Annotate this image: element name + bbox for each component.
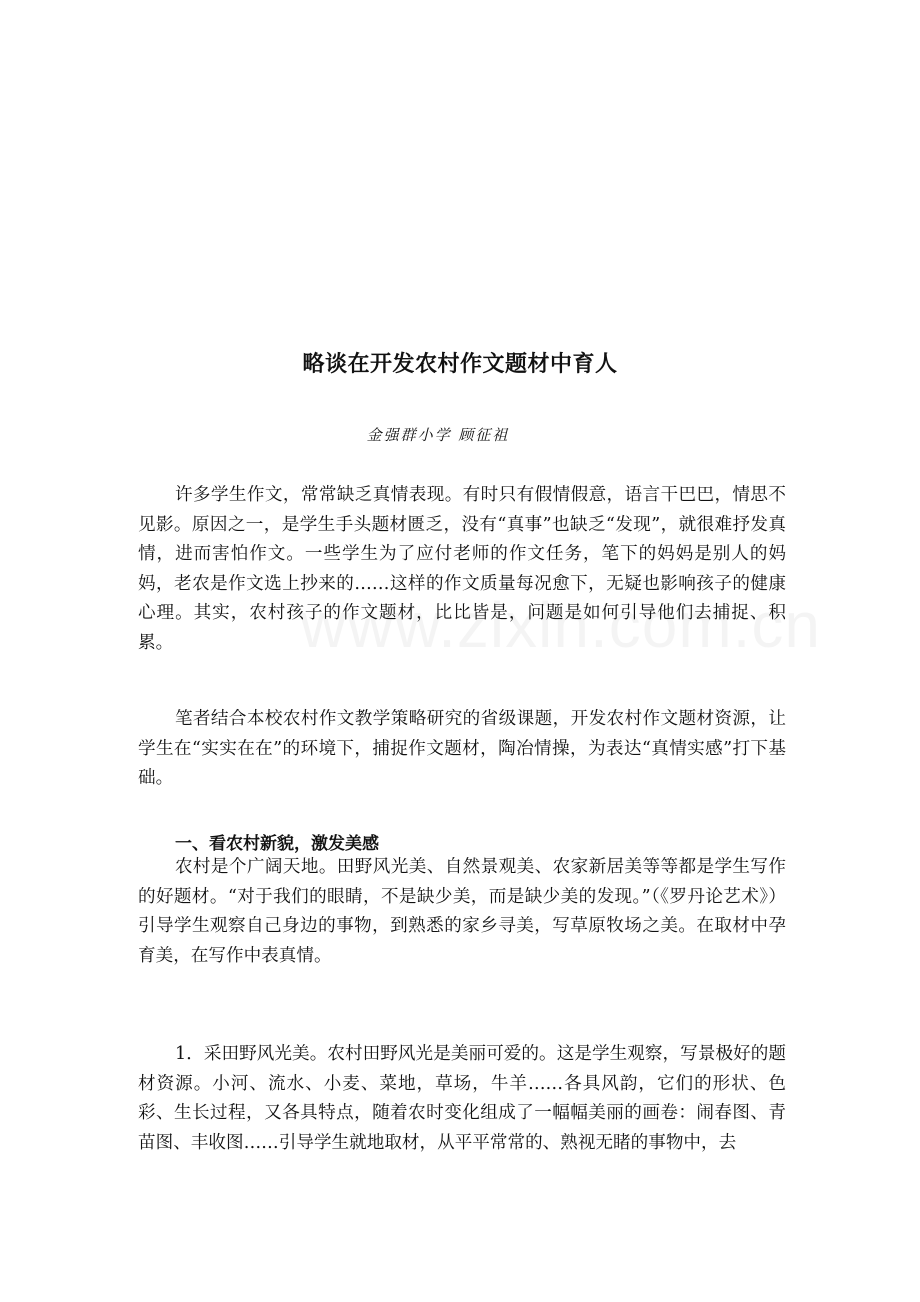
author-line: 金强群小学 顾征祖 [366,426,510,444]
section-1-paragraph-2: 1．采田野风光美。农村田野风光是美丽可爱的。这是学生观察，写景极好的题材资源。小河、流水、小麦、菜地，草场，牛羊……各具风韵，它们的形状、色彩、生长过程，又各具特点，随着农时变化组成了一幅幅美丽的画卷：闹春图、青苗图、丰收图……引导学生就地取材，从平平常常的、熟视无睹的事物中，去 [138,1044,786,1153]
section-1-paragraph-1: 农村是个广阔天地。田野风光美、自然景观美、农家新居美等等都是学生写作的好题材。“对于我们的眼睛，不是缺少美，而是缺少美的发现。”（《罗丹论艺术》）引导学生观察自己身边的事物，到熟悉的家乡寻美，写草原牧场之美。在取材中孕育美，在写作中表真情。 [138,857,786,966]
section-heading-1: 一、看农村新貌，激发美感 [175,834,379,854]
paragraph-1: 许多学生作文，常常缺乏真情表现。有时只有假情假意，语言干巴巴，情思不见影。原因之一，是学生手头题材匮乏，没有“真事”也缺乏“发现”，就很难抒发真情，进而害怕作文。一些学生为了应付老师的作文任务，笔下的妈妈是别人的妈妈，老农是作文选上抄来的……这样的作文质量每况愈下，无疑也影响孩子的健康心理。其实，农村孩子的作文题材，比比皆是，问题是如何引导他们去捕捉、积累。 [138,485,786,653]
paragraph-2: 笔者结合本校农村作文教学策略研究的省级课题，开发农村作文题材资源，让学生在“实实在在”的环境下，捕捉作文题材，陶冶情操，为表达“真情实感”打下基础。 [138,709,786,789]
document-title: 略谈在开发农村作文题材中育人 [302,351,618,377]
